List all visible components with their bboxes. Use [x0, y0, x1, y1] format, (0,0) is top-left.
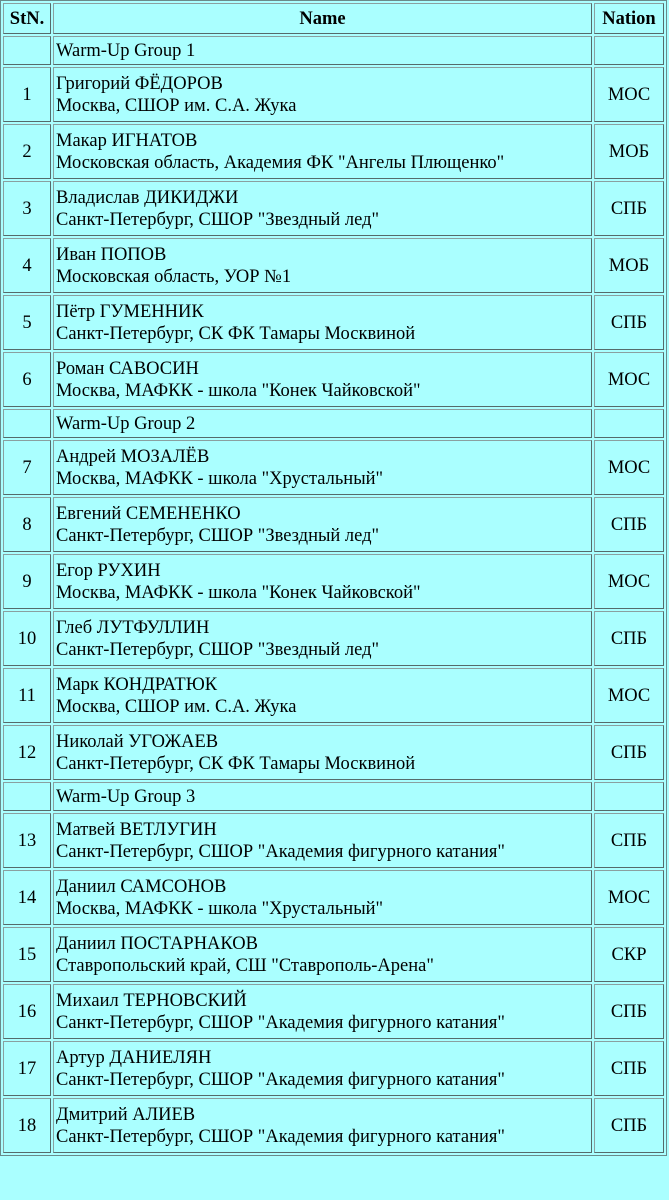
- warmup-group-label: Warm-Up Group 1: [53, 36, 592, 65]
- skater-cell: [53, 984, 592, 1039]
- group-nation-cell: [594, 36, 664, 65]
- skater-name: Иван ПОПОВ: [56, 244, 167, 265]
- header-nation: Nation: [594, 3, 664, 34]
- skater-cell: [53, 554, 592, 609]
- skater-club: Москва, МАФКК - школа "Хрустальный": [56, 898, 384, 919]
- skater-name: Матвей ВЕТЛУГИН: [56, 819, 217, 840]
- start-number: 11: [3, 668, 51, 723]
- skater-cell: [53, 870, 592, 925]
- skater-club: Москва, СШОР им. С.А. Жука: [56, 95, 297, 116]
- skater-nation: СКР: [594, 927, 664, 982]
- start-number: 9: [3, 554, 51, 609]
- table-row: [3, 870, 664, 925]
- skater-nation: СПБ: [594, 295, 664, 350]
- group-nation-cell: [594, 409, 664, 438]
- warmup-group-row: [3, 782, 664, 811]
- start-number: 4: [3, 238, 51, 293]
- skater-name: Марк КОНДРАТЮК: [56, 674, 218, 695]
- start-number: 8: [3, 497, 51, 552]
- start-number: 12: [3, 725, 51, 780]
- group-stn-cell: [3, 782, 51, 811]
- skater-cell: [53, 124, 592, 179]
- start-number: 7: [3, 440, 51, 495]
- skater-club: Москва, МАФКК - школа "Конек Чайковской": [56, 582, 421, 603]
- skater-name: Николай УГОЖАЕВ: [56, 731, 219, 752]
- skater-cell: [53, 668, 592, 723]
- table-row: [3, 238, 664, 293]
- skater-nation: МОБ: [594, 238, 664, 293]
- skater-name: Пётр ГУМЕННИК: [56, 301, 204, 322]
- skater-club: Санкт-Петербург, СШОР "Академия фигурного катания": [56, 841, 505, 862]
- group-stn-cell: [3, 409, 51, 438]
- skater-nation: МОБ: [594, 124, 664, 179]
- start-number: 2: [3, 124, 51, 179]
- skater-cell: [53, 67, 592, 122]
- start-number: 10: [3, 611, 51, 666]
- skater-name: Михаил ТЕРНОВСКИЙ: [56, 990, 247, 1011]
- skater-club: Москва, МАФКК - школа "Хрустальный": [56, 468, 384, 489]
- skater-nation: СПБ: [594, 1041, 664, 1096]
- skater-name: Даниил САМСОНОВ: [56, 876, 227, 897]
- skater-nation: СПБ: [594, 181, 664, 236]
- group-stn-cell: [3, 36, 51, 65]
- skater-club: Санкт-Петербург, СШОР "Академия фигурного катания": [56, 1069, 505, 1090]
- table-row: [3, 554, 664, 609]
- skater-nation: СПБ: [594, 813, 664, 868]
- skater-nation: СПБ: [594, 497, 664, 552]
- skater-cell: [53, 1041, 592, 1096]
- header-row: [3, 3, 664, 34]
- skater-club: Московская область, УОР №1: [56, 266, 292, 287]
- skater-nation: МОС: [594, 440, 664, 495]
- skater-cell: [53, 352, 592, 407]
- skater-nation: МОС: [594, 668, 664, 723]
- start-number: 6: [3, 352, 51, 407]
- skater-name: Дмитрий АЛИЕВ: [56, 1104, 196, 1125]
- table-row: [3, 440, 664, 495]
- skater-name: Глеб ЛУТФУЛЛИН: [56, 617, 210, 638]
- skater-club: Санкт-Петербург, СШОР "Звездный лед": [56, 209, 380, 230]
- skater-club: Санкт-Петербург, СШОР "Академия фигурного катания": [56, 1126, 505, 1147]
- skater-name: Евгений СЕМЕНЕНКО: [56, 503, 241, 524]
- table-row: [3, 352, 664, 407]
- table-row: [3, 668, 664, 723]
- skater-nation: СПБ: [594, 1098, 664, 1153]
- table-body: [3, 36, 664, 1153]
- skater-nation: МОС: [594, 352, 664, 407]
- warmup-group-row: [3, 409, 664, 438]
- skater-nation: МОС: [594, 554, 664, 609]
- warmup-group-row: [3, 36, 664, 65]
- skater-nation: СПБ: [594, 984, 664, 1039]
- skater-name: Григорий ФЁДОРОВ: [56, 73, 223, 94]
- skater-cell: [53, 440, 592, 495]
- skater-name: Артур ДАНИЕЛЯН: [56, 1047, 212, 1068]
- skater-cell: [53, 181, 592, 236]
- start-number: 16: [3, 984, 51, 1039]
- skater-name: Даниил ПОСТАРНАКОВ: [56, 933, 259, 954]
- start-number: 15: [3, 927, 51, 982]
- table-row: [3, 927, 664, 982]
- start-number: 5: [3, 295, 51, 350]
- start-number: 14: [3, 870, 51, 925]
- skater-club: Санкт-Петербург, СК ФК Тамары Москвиной: [56, 753, 416, 774]
- table-row: [3, 813, 664, 868]
- skater-club: Москва, СШОР им. С.А. Жука: [56, 696, 297, 717]
- skater-cell: [53, 497, 592, 552]
- header-stn: StN.: [3, 3, 51, 34]
- skater-cell: [53, 238, 592, 293]
- skater-club: Ставропольский край, СШ "Ставрополь-Арена": [56, 955, 434, 976]
- skater-club: Московская область, Академия ФК "Ангелы Плющенко": [56, 152, 505, 173]
- start-number: 13: [3, 813, 51, 868]
- skater-club: Санкт-Петербург, СШОР "Звездный лед": [56, 525, 380, 546]
- skater-nation: МОС: [594, 67, 664, 122]
- start-number: 3: [3, 181, 51, 236]
- skater-name: Владислав ДИКИДЖИ: [56, 187, 239, 208]
- start-number: 1: [3, 67, 51, 122]
- skater-cell: [53, 295, 592, 350]
- table-row: [3, 497, 664, 552]
- table-row: [3, 725, 664, 780]
- table-row: [3, 181, 664, 236]
- skater-cell: [53, 1098, 592, 1153]
- skater-cell: [53, 813, 592, 868]
- skater-name: Роман САВОСИН: [56, 358, 199, 379]
- skater-club: Санкт-Петербург, СК ФК Тамары Москвиной: [56, 323, 416, 344]
- warmup-group-label: Warm-Up Group 2: [53, 409, 592, 438]
- skater-nation: СПБ: [594, 725, 664, 780]
- skater-nation: МОС: [594, 870, 664, 925]
- table-row: [3, 67, 664, 122]
- group-nation-cell: [594, 782, 664, 811]
- warmup-group-label: Warm-Up Group 3: [53, 782, 592, 811]
- table-row: [3, 1041, 664, 1096]
- table-row: [3, 1098, 664, 1153]
- skater-club: Санкт-Петербург, СШОР "Академия фигурного катания": [56, 1012, 505, 1033]
- skater-club: Москва, МАФКК - школа "Конек Чайковской": [56, 380, 421, 401]
- skater-nation: СПБ: [594, 611, 664, 666]
- table-row: [3, 295, 664, 350]
- table-row: [3, 984, 664, 1039]
- skater-name: Макар ИГНАТОВ: [56, 130, 198, 151]
- header-name: Name: [53, 3, 592, 34]
- skater-cell: [53, 927, 592, 982]
- table-row: [3, 611, 664, 666]
- skater-club: Санкт-Петербург, СШОР "Звездный лед": [56, 639, 380, 660]
- skater-name: Егор РУХИН: [56, 560, 161, 581]
- table-row: [3, 124, 664, 179]
- skater-cell: [53, 611, 592, 666]
- start-number: 17: [3, 1041, 51, 1096]
- skater-name: Андрей МОЗАЛЁВ: [56, 446, 210, 467]
- start-number: 18: [3, 1098, 51, 1153]
- skater-cell: [53, 725, 592, 780]
